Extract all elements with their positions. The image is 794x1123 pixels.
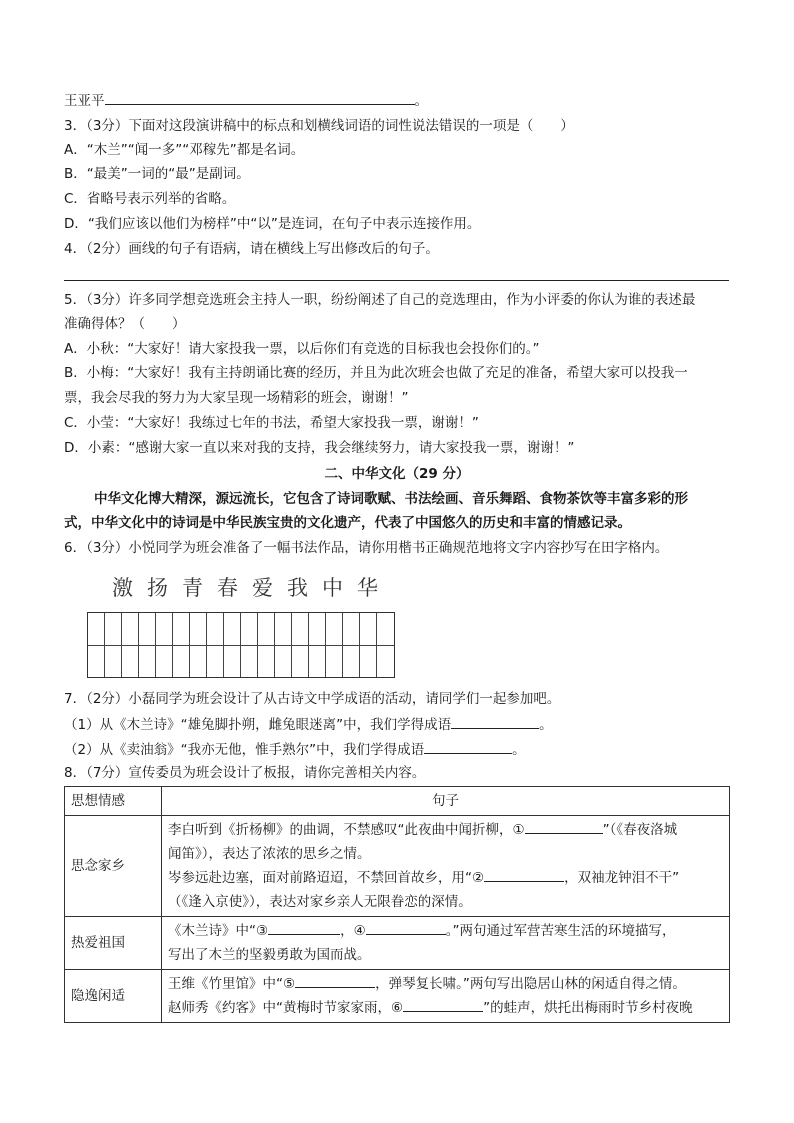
blank-6[interactable]: [403, 997, 483, 1012]
q7-part1-text: （1）从《木兰诗》“雄兔脚扑朔，雌兔眼迷离”中，我们学得成语: [64, 717, 452, 733]
row2-line1-b: ，④: [340, 923, 366, 939]
q5-stem-line2: 准确得体？（ ）: [64, 316, 186, 332]
row1-line3-a: 岑参远赴边塞，面对前路迢迢，不禁回首故乡，用“②: [168, 870, 485, 886]
table-row: [65, 970, 730, 1023]
emotion-cell: 隐逸闲适: [65, 970, 162, 1023]
row1-line1-a: 李白听到《折杨柳》的曲调，不禁感叹“此夜曲中闻折柳，①: [168, 822, 525, 838]
blank-2[interactable]: [484, 867, 564, 882]
q2-blank[interactable]: [105, 90, 415, 105]
q7-part1-end: 。: [539, 717, 553, 733]
tianzige-grid[interactable]: [87, 612, 395, 678]
board-table: [64, 786, 730, 1023]
q6-stem: 6．（3分）小悦同学为班会准备了一幅书法作品，请你用楷书正确规范地将文字内容抄写在田字格内。: [64, 540, 669, 556]
q5-option-c[interactable]: C．小莹：“大家好！我练过七年的书法，希望大家投我一票，谢谢！”: [64, 415, 479, 431]
q3-option-c[interactable]: C．省略号表示列举的省略。: [64, 191, 236, 207]
row1-line2: 闻笛》），表达了浓浓的思乡之情。: [168, 846, 371, 862]
section2-intro-line2: 式，中华文化中的诗词是中华民族宝贵的文化遗产，代表了中国悠久的历史和丰富的情感记录。: [64, 515, 631, 531]
section2-title: 二、中华文化（29 分）: [324, 466, 470, 482]
sentence-cell: [162, 816, 730, 917]
sentence-cell: [162, 970, 730, 1023]
q5-option-d[interactable]: D．小素：“感谢大家一直以来对我的支持，我会继续努力，请大家投我一票，谢谢！”: [64, 440, 575, 456]
sentence-cell: [162, 917, 730, 970]
blank-4[interactable]: [366, 920, 446, 935]
q7-part2-text: （2）从《卖油翁》“我亦无他，惟手熟尔”中，我们学得成语: [64, 742, 425, 758]
row2-line2: 写出了木兰的坚毅勇敢为国而战。: [168, 947, 371, 963]
table-header-row: [65, 787, 730, 816]
q3-option-b[interactable]: B．“最美”一词的“最”是副词。: [64, 166, 250, 182]
q3-option-d[interactable]: D．“我们应该以他们为榜样”中“以”是连词，在句子中表示连接作用。: [64, 216, 481, 232]
table-row: [65, 917, 730, 970]
row1-line1-b: ”（《春夜洛城: [602, 822, 678, 838]
row2-line1-c: 。”两句通过军营苦寒生活的环境描写，: [445, 923, 676, 939]
q7-stem: 7．（2分）小磊同学为班会设计了从古诗文中学成语的活动，请同学们一起参加吧。: [64, 691, 561, 707]
blank-5[interactable]: [295, 973, 375, 988]
emotion-cell: 热爱祖国: [65, 917, 162, 970]
emotion-cell: 思念家乡: [65, 816, 162, 917]
q7-blank-2[interactable]: [424, 739, 512, 754]
calligraphy-sample: 激扬青春爱我中华: [112, 576, 392, 600]
q5-option-b-line1[interactable]: B．小梅：“大家好！我有主持朗诵比赛的经历，并且为此次班会也做了充足的准备，希望大家可以投我一: [64, 365, 688, 381]
blank-3[interactable]: [268, 920, 340, 935]
q7-part1: [64, 714, 553, 735]
row3-line2-b: ”的蛙声，烘托出梅雨时节乡村夜晚: [483, 1000, 693, 1016]
q5-stem-line1: 5．（3分）许多同学想竞选班会主持人一职，纷纷阐述了自己的竞选理由，作为小评委的你认为谁的表述最: [64, 292, 696, 308]
header-emotion: 思想情感: [65, 787, 162, 816]
q5-option-b-line2[interactable]: 票，我会尽我的努力为大家呈现一场精彩的班会，谢谢！”: [64, 390, 409, 406]
row1-line4: （《逢入京使》），表达对家乡亲人无限眷恋的深情。: [168, 894, 472, 910]
q8-stem: 8．（7分）宣传委员为班会设计了板报，请你完善相关内容。: [64, 765, 426, 781]
q3-stem: 3．（3分）下面对这段演讲稿中的标点和划横线词语的词性说法错误的一项是（ ）: [64, 118, 574, 134]
q2-answer-line: [64, 90, 428, 111]
q2-end: 。: [414, 93, 428, 109]
q7-part2-end: 。: [512, 742, 526, 758]
blank-1[interactable]: [525, 819, 603, 834]
row2-line1-a: 《木兰诗》中“③: [168, 923, 269, 939]
header-sentence: 句子: [162, 787, 730, 816]
q7-part2: [64, 739, 526, 760]
table-row: [65, 816, 730, 917]
section2-intro-line1: 中华文化博大精深，源远流长，它包含了诗词歌赋、书法绘画、音乐舞蹈、食物茶饮等丰富多彩的形: [94, 491, 688, 507]
q4-stem: 4．（2分）画线的句子有语病，请在横线上写出修改后的句子。: [64, 241, 439, 257]
row3-line2-a: 赵师秀《约客》中“黄梅时节家家雨，⑥: [168, 1000, 404, 1016]
q4-answer-line[interactable]: [64, 280, 729, 281]
q5-option-a[interactable]: A．小秋：“大家好！请大家投我一票，以后你们有竞选的目标我也会投你们的。”: [64, 341, 540, 357]
q7-blank-1[interactable]: [451, 714, 539, 729]
row3-line1-a: 王维《竹里馆》中“⑤: [168, 976, 296, 992]
q2-tail: 王亚平: [64, 93, 105, 109]
q3-option-a[interactable]: A．“木兰”“闻一多”“邓稼先”都是名词。: [64, 142, 305, 158]
row1-line3-b: ，双袖龙钟泪不干”: [564, 870, 680, 886]
row3-line1-b: ，弹琴复长啸。”两句写出隐居山林的闲适自得之情。: [375, 976, 686, 992]
